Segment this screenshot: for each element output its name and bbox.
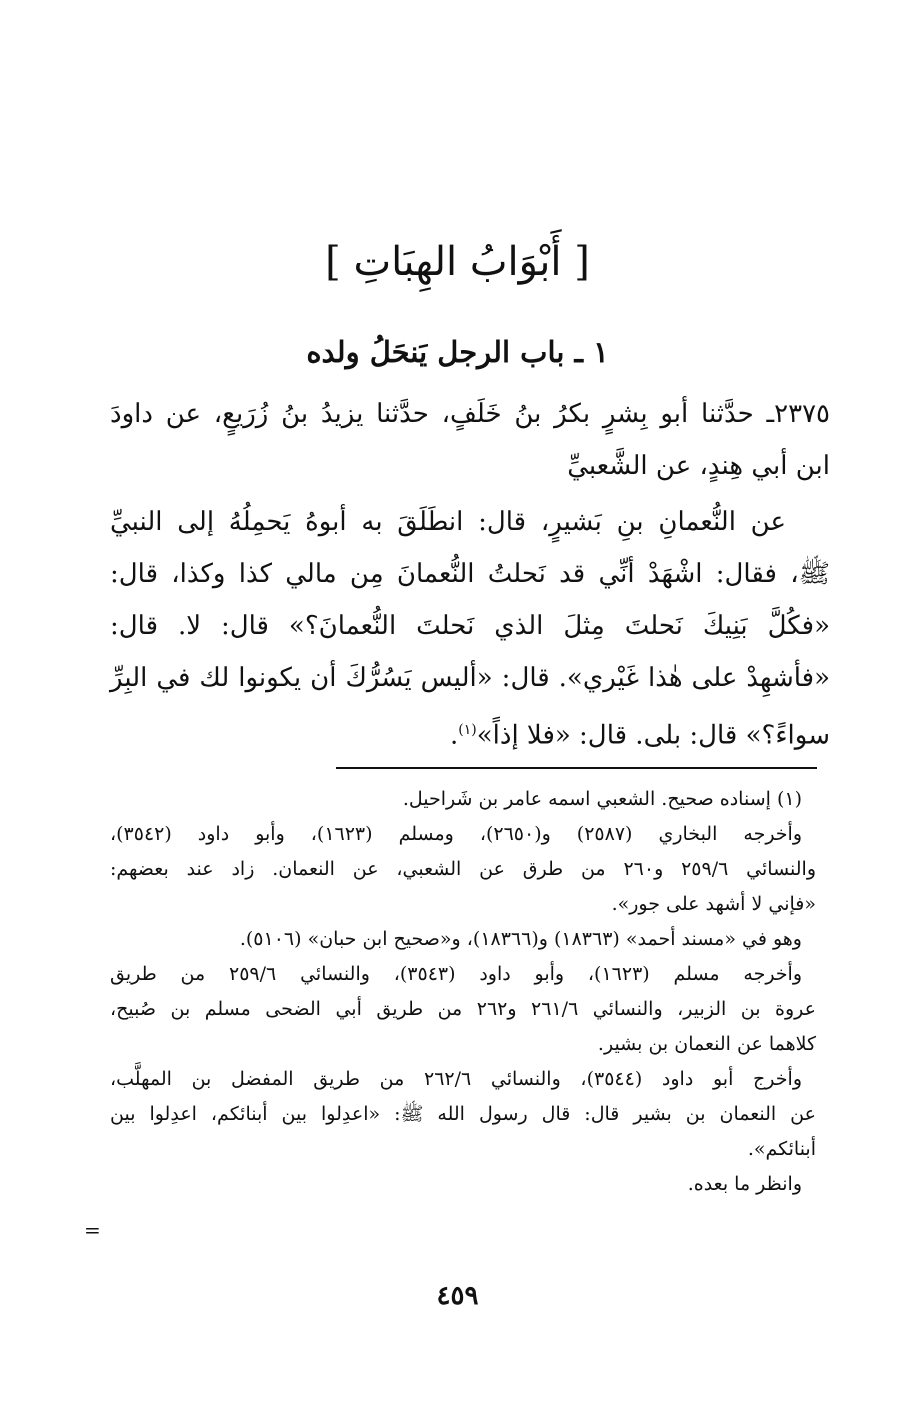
footnote-line: وأخرج أبو داود (٣٥٤٤)، والنسائي ٢٦٢/٦ من طريق المفضل بن المهلَّب،: [110, 1068, 802, 1090]
footnote-line: وأخرجه مسلم (١٦٢٣)، وأبو داود (٣٥٤٣)، والنسائي ٢٥٩/٦ من طريق: [110, 963, 803, 985]
page-number: ٤٥٩: [436, 1281, 479, 1311]
isnad-line: ٢٣٧٥ـ حدَّثنا أبو بِشرٍ بكرُ بنُ خَلَفٍ، حدَّثنا يزيدُ بنُ زُرَيعٍ، عن داودَ: [110, 399, 830, 429]
footnote-line: عروة بن الزبير، والنسائي ٢٦١/٦ و٢٦٢ من طريق أبي الضحى مسلم بن صُبيح،: [110, 998, 817, 1020]
footnote-separator: [336, 767, 817, 769]
chapter-title: ١ ـ باب الرجل يَنحَلُ ولده: [306, 335, 609, 369]
matn-line: عن النُّعمانِ بنِ بَشيرٍ، قال: انطَلَقَ به أبوهُ يَحمِلُهُ إلى النبيِّ: [110, 507, 786, 537]
matn-line-text: سواءً؟» قال: بلى. قال: «فلا إذاً»: [476, 720, 830, 751]
matn-line: «فأشهِدْ على هٰذا غَيْري». قال: «أليس يَسُرُّكَ أن يكونوا لك في البِرِّ: [110, 663, 830, 693]
footnote-reference: (١): [458, 722, 477, 738]
footnote-line: كلاهما عن النعمان بن بشير.: [597, 1033, 816, 1055]
matn-line: [110, 704, 830, 762]
footnote-line: وأخرجه البخاري (٢٥٨٧) و(٢٦٥٠)، ومسلم (١٦٢٣)، وأبو داود (٣٥٤٢)،: [110, 823, 802, 845]
hadith-text: [110, 388, 830, 762]
footnote-line: وهو في «مسند أحمد» (١٨٣٦٣) و(١٨٣٦٦)، و«صحيح ابن حبان» (٥١٠٦).: [239, 928, 802, 950]
footnote-line: عن النعمان بن بشير قال: قال رسول الله ﷺ: «اعدِلوا بين أبنائكم، اعدِلوا بين: [110, 1103, 816, 1125]
matn-line: ﷺ، فقال: اشْهَدْ أنِّي قد نَحلتُ النُّعمانَ مِن مالي كذا وكذا، قال:: [110, 559, 830, 589]
continuation-mark: =: [84, 1218, 101, 1242]
footnote-line: والنسائي ٢٥٩/٦ و٢٦٠ من طرق عن الشعبي، عن النعمان. زاد عند بعضهم:: [110, 858, 816, 880]
footnote-line: وانظر ما بعده.: [687, 1173, 802, 1195]
footnote-line: (١) إسناده صحيح. الشعبي اسمه عامر بن شَراحيل.: [402, 788, 802, 810]
footnote-line: «فإني لا أشهد على جور».: [611, 893, 816, 915]
matn-line: «فكُلَّ بَنِيكَ نَحلتَ مِثلَ الذي نَحلتَ النُّعمانَ؟» قال: لا. قال:: [110, 611, 830, 641]
matn-end-mark: .: [450, 720, 459, 751]
footnote-line: أبنائكم».: [747, 1138, 816, 1160]
footnotes: [110, 782, 816, 1202]
isnad-line: ابن أبي هِندٍ، عن الشَّعبيِّ: [567, 451, 830, 481]
book-heading: [ أَبْوَابُ الهِبَاتِ ]: [325, 239, 590, 285]
